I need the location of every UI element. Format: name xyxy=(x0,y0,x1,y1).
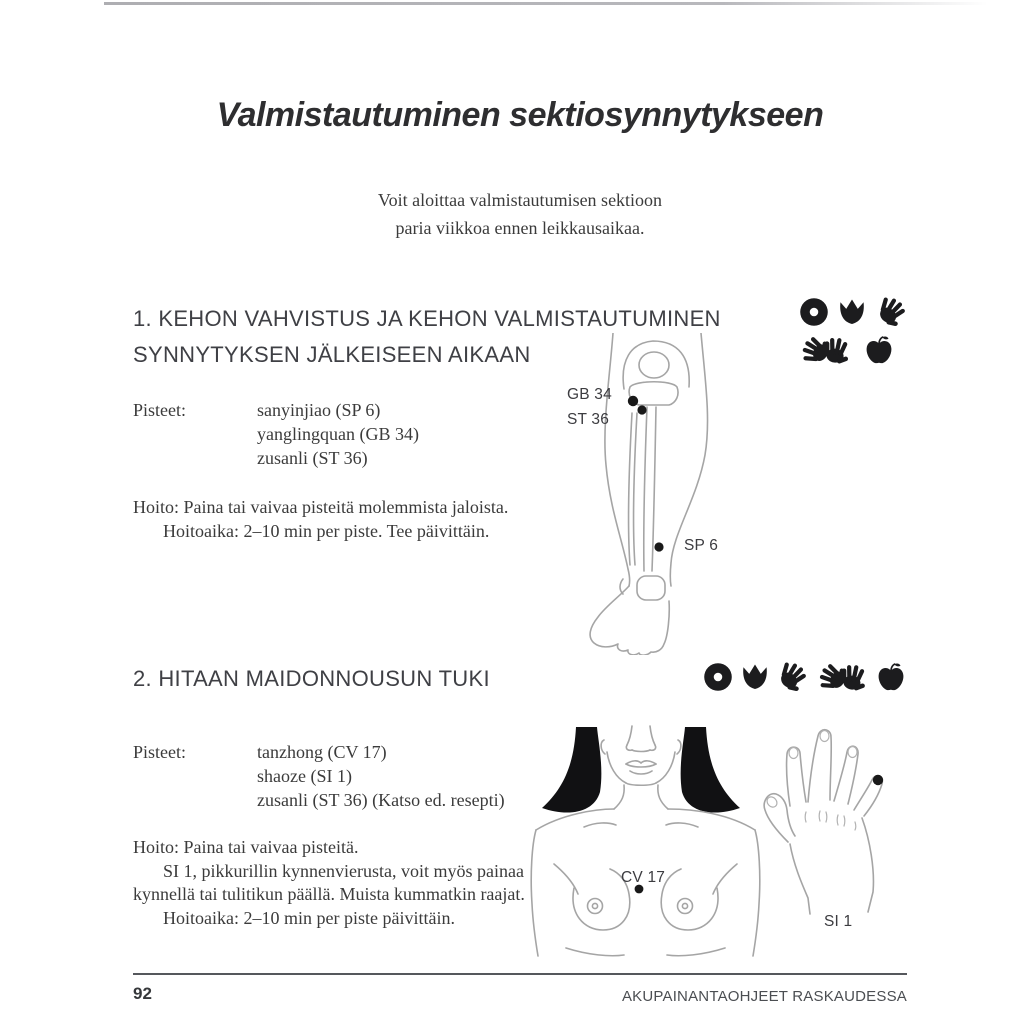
points-label: Pisteet: xyxy=(133,400,186,420)
section-2-points xyxy=(133,740,505,812)
point-item: yanglingquan (GB 34) xyxy=(257,424,419,444)
figure-label-sp6: SP 6 xyxy=(684,537,719,554)
section-2-heading: 2. HITAAN MAIDONNOUSUN TUKI xyxy=(133,666,490,691)
tulip-icon xyxy=(739,661,771,693)
figure-label-st36: ST 36 xyxy=(567,411,610,428)
figure-label-si1: SI 1 xyxy=(824,913,853,930)
treatment-line: Hoito: Paina tai vaivaa pisteitä. xyxy=(133,837,359,857)
treatment-line: Hoitoaika: 2–10 min per piste. Tee päivittäin. xyxy=(163,520,490,541)
page-title: Valmistautuminen sektiosynnytykseen xyxy=(216,96,824,134)
section-2-icon-legend xyxy=(702,659,908,695)
running-title: AKUPAINANTAOHJEET RASKAUDESSA xyxy=(621,988,907,1005)
section-1-treatment xyxy=(133,496,613,543)
acupoint-dot-sp6 xyxy=(654,542,663,551)
hands-pair-icon xyxy=(798,332,854,368)
figure-label-gb34: GB 34 xyxy=(567,386,612,403)
moxa-ring-icon xyxy=(798,296,830,328)
apple-icon xyxy=(874,660,908,694)
acupoint-dot-st36 xyxy=(637,405,646,414)
treatment-line: SI 1, pikkurillin kynnenvierusta, voit myös painaa xyxy=(163,860,524,881)
point-item: shaoze (SI 1) xyxy=(257,766,352,786)
figure-label-cv17: CV 17 xyxy=(621,869,666,886)
treatment-line: Hoitoaika: 2–10 min per piste päivittäin. xyxy=(163,907,455,928)
hands-pair-icon xyxy=(817,659,869,695)
point-item: zusanli (ST 36) (Katso ed. resepti) xyxy=(257,790,505,810)
point-item: sanyinjiao (SP 6) xyxy=(257,400,381,420)
hand-illustration xyxy=(760,722,910,922)
tulip-icon xyxy=(836,296,868,328)
point-item: tanzhong (CV 17) xyxy=(257,742,387,762)
acupoint-dot-gb34 xyxy=(628,396,638,406)
hand-icon xyxy=(874,294,912,330)
intro-line-2: paria viikkoa ennen leikkausaikaa. xyxy=(395,218,645,238)
section-1-points xyxy=(133,398,419,470)
apple-icon xyxy=(862,333,896,367)
torso-illustration xyxy=(528,722,763,957)
intro-line-1: Voit aloittaa valmistautumisen sektioon xyxy=(377,190,663,210)
intro-paragraph xyxy=(133,186,907,242)
page-number: 92 xyxy=(133,984,152,1003)
page-scan-edge xyxy=(104,2,988,5)
section-1-icon-legend xyxy=(798,294,912,368)
footer-rule xyxy=(133,973,907,975)
moxa-ring-icon xyxy=(702,661,734,693)
treatment-line: kynnellä tai tulitikun päällä. Muista kummatkin raajat. xyxy=(133,884,525,904)
leg-illustration xyxy=(550,333,765,655)
points-label: Pisteet: xyxy=(133,742,186,762)
section-1-heading: 1. KEHON VAHVISTUS JA KEHON VALMISTAUTUMINEN SYNNYTYKSEN JÄLKEISEEN AIKAAN xyxy=(133,306,721,367)
acupoint-dot-si1 xyxy=(873,775,883,785)
treatment-line: Hoito: Paina tai vaivaa pisteitä molemmista jaloista. xyxy=(133,497,509,517)
point-item: zusanli (ST 36) xyxy=(257,448,368,468)
hand-icon xyxy=(776,659,812,695)
